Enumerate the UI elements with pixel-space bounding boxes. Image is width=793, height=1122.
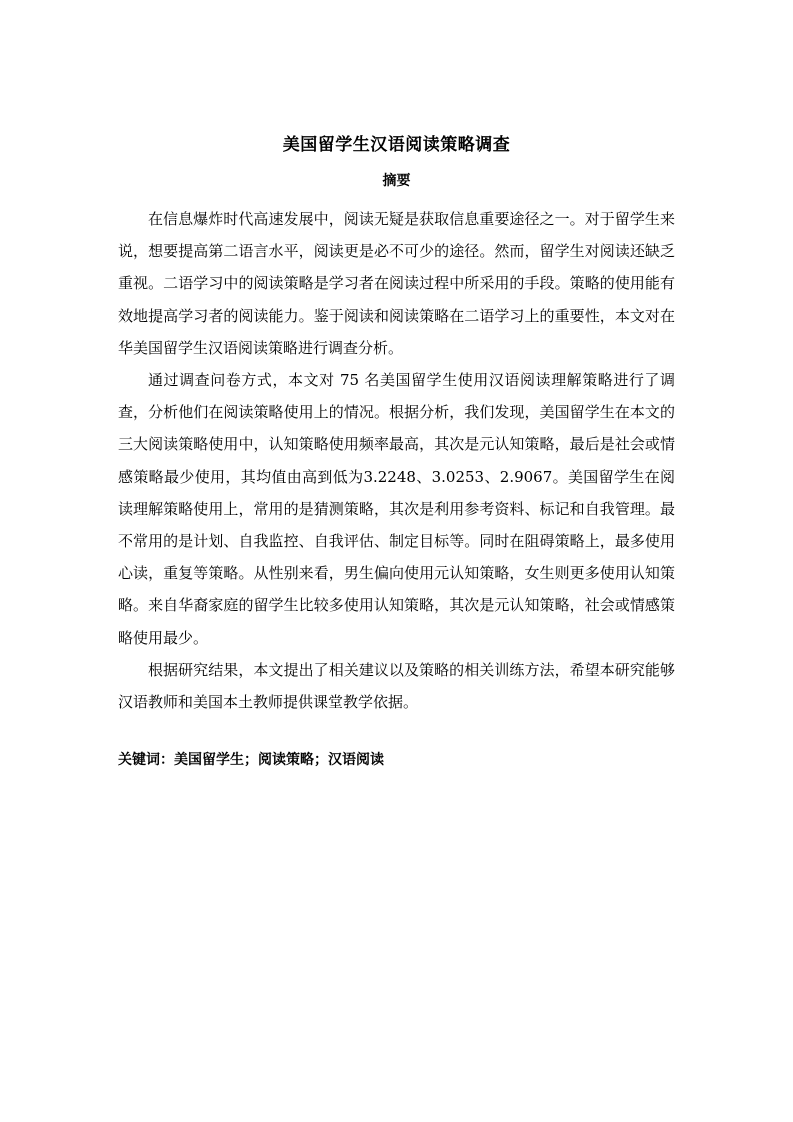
document-title: 美国留学生汉语阅读策略调查 [282,135,511,155]
keywords-line: 关键词：美国留学生；阅读策略；汉语阅读 [118,752,384,768]
abstract-heading: 摘要 [382,173,411,189]
abstract-paragraph: 在信息爆炸时代高速发展中，阅读无疑是获取信息重要途径之一。对于留学生来说，想要提高第二语言水平，阅读更是必不可少的途径。然而，留学生对阅读还缺乏重视。二语学习中的阅读策略是学习者在阅读过程中所采用的手段。策略的使用能有效地提高学习者的阅读能力。鉴于阅读和阅读策略在二语学习上的重要性，本文对在华美国留学生汉语阅读策略进行调查分析。 [118,210,675,357]
abstract-paragraph: 根据研究结果，本文提出了相关建议以及策略的相关训练方法，希望本研究能够汉语教师和美国本土教师提供课堂教学依据。 [118,660,675,712]
abstract-body [118,203,675,718]
abstract-paragraph: 通过调查问卷方式，本文对 75 名美国留学生使用汉语阅读理解策略进行了调查，分析他们在阅读策略使用上的情况。根据分析，我们发现，美国留学生在本文的三大阅读策略使用中，认知策略使用频率最高，其次是元认知策略，最后是社会或情感策略最少使用，其均值由高到低为3.2248、3.0253、2.9067。美国留学生在阅读理解策略使用上，常用的是猜测策略，其次是利用参考资料、标记和自我管理。最不常用的是计划、自我监控、自我评估、制定目标等。同时在阻碍策略上，最多使用心读，重复等策略。从性别来看，男生偏向使用元认知策略，女生则更多使用认知策略。来自华裔家庭的留学生比较多使用认知策略，其次是元认知策略，社会或情感策略使用最少。 [118,371,675,647]
